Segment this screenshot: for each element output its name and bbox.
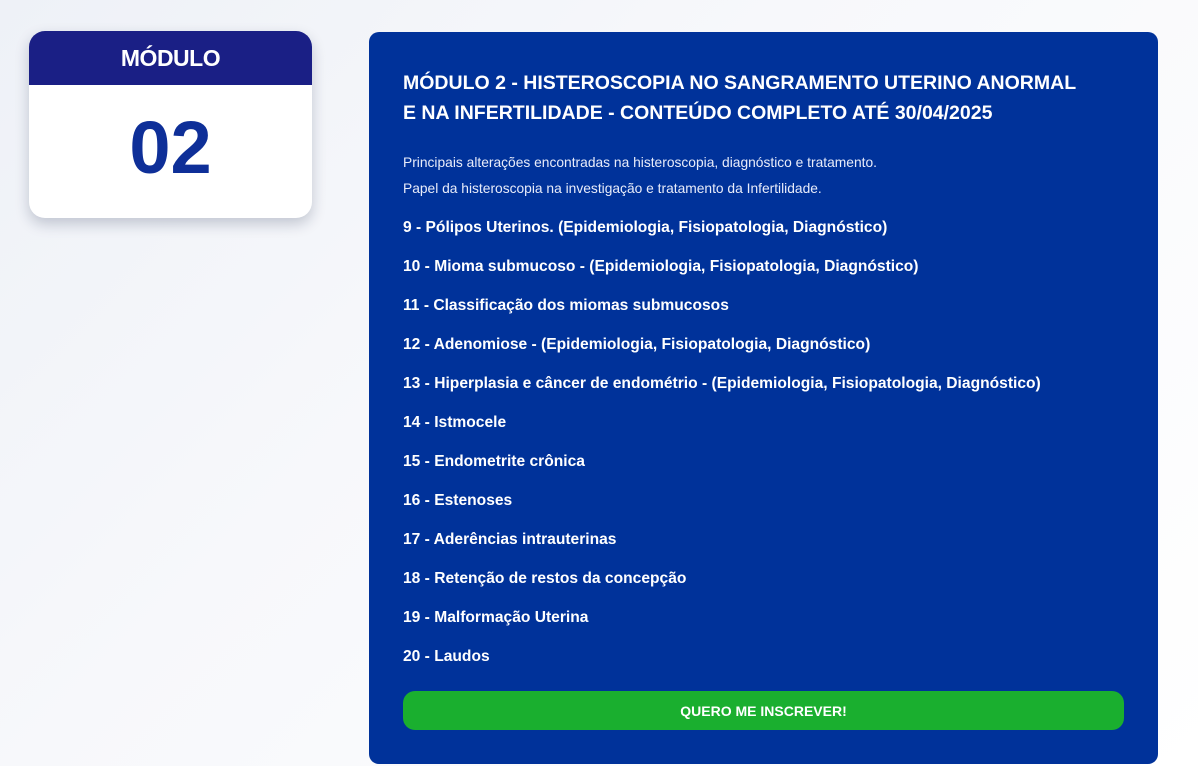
topic-item: 12 - Adenomiose - (Epidemiologia, Fisiopatologia, Diagnóstico) bbox=[403, 336, 871, 353]
module-title-line1: MÓDULO 2 - HISTEROSCOPIA NO SANGRAMENTO UTERINO ANORMAL bbox=[403, 72, 1077, 94]
topic-item: 13 - Hiperplasia e câncer de endométrio - (Epidemiologia, Fisiopatologia, Diagnóstico) bbox=[403, 375, 1041, 392]
topic-item: 18 - Retenção de restos da concepção bbox=[403, 570, 687, 587]
topic-item: 10 - Mioma submucoso - (Epidemiologia, Fisiopatologia, Diagnóstico) bbox=[403, 258, 919, 275]
module-badge-label: MÓDULO bbox=[29, 31, 312, 85]
module-badge-number: 02 bbox=[129, 106, 212, 189]
subscribe-button[interactable]: QUERO ME INSCREVER! bbox=[403, 691, 1124, 730]
topic-item: 17 - Aderências intrauterinas bbox=[403, 531, 617, 548]
topic-item: 20 - Laudos bbox=[403, 648, 490, 665]
module-intro-line1: Principais alterações encontradas na histeroscopia, diagnóstico e tratamento. bbox=[403, 155, 877, 170]
module-intro bbox=[403, 150, 1124, 202]
topic-item: 14 - Istmocele bbox=[403, 414, 507, 431]
module-badge bbox=[29, 31, 312, 218]
topic-item: 16 - Estenoses bbox=[403, 492, 513, 509]
module-content-panel bbox=[369, 32, 1158, 764]
module-title-line2: E NA INFERTILIDADE - CONTEÚDO COMPLETO ATÉ 30/04/2025 bbox=[403, 102, 993, 124]
topic-item: 11 - Classificação dos miomas submucosos bbox=[403, 297, 729, 314]
topic-list bbox=[403, 216, 1124, 684]
topic-item: 9 - Pólipos Uterinos. (Epidemiologia, Fisiopatologia, Diagnóstico) bbox=[403, 219, 888, 236]
module-intro-line2: Papel da histeroscopia na investigação e tratamento da Infertilidade. bbox=[403, 181, 822, 196]
topic-item: 15 - Endometrite crônica bbox=[403, 453, 585, 470]
topic-item: 19 - Malformação Uterina bbox=[403, 609, 589, 626]
module-title bbox=[403, 68, 1124, 128]
